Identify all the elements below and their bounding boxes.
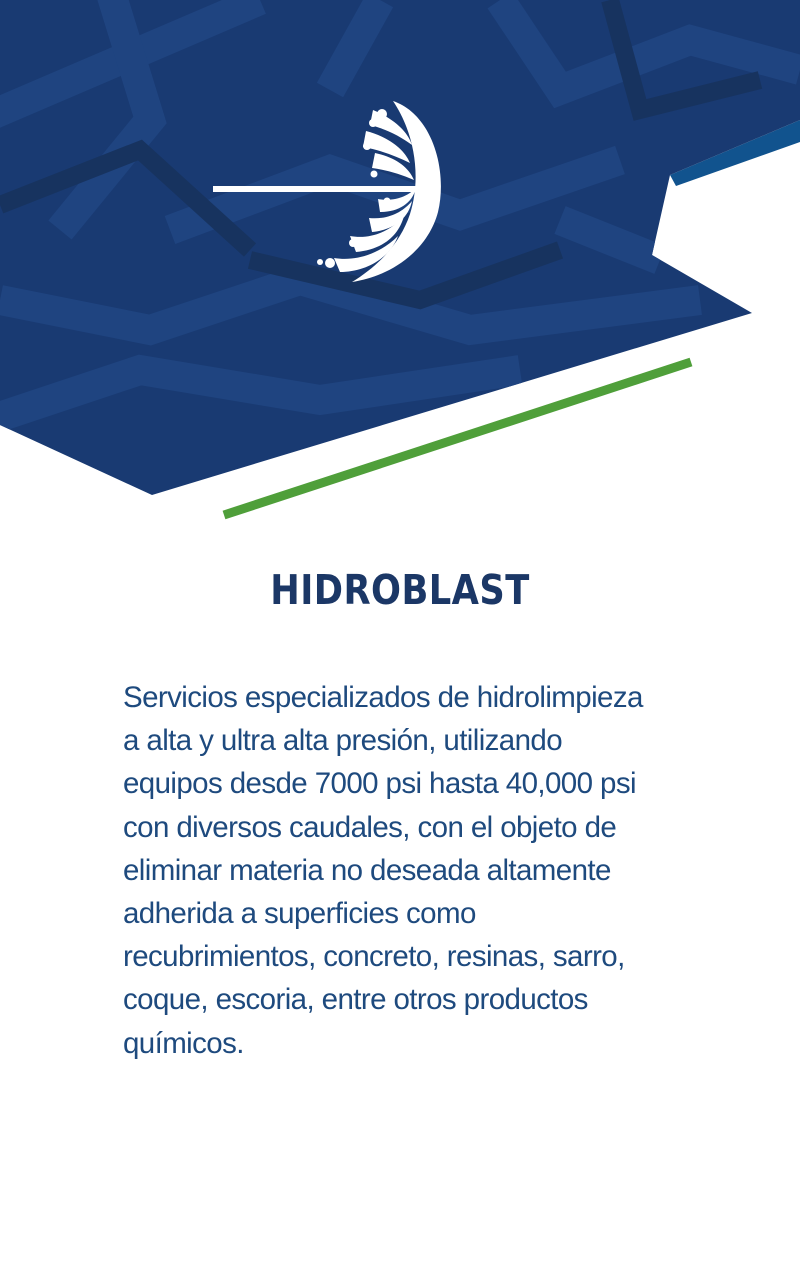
service-title: HIDROBLAST (270, 566, 530, 614)
service-description: Servicios especializados de hidrolimpieza a alta y ultra alta presión, utilizando equipos desde 7000 psi hasta 40,000 psi con diversos caudales, con el objeto de eliminar materia no deseada altamente adherida a superficies como recubrimientos, concreto, resinas, sarro, coque, escoria, entre otros productos químicos. (123, 681, 643, 1060)
header-banner (0, 0, 800, 530)
